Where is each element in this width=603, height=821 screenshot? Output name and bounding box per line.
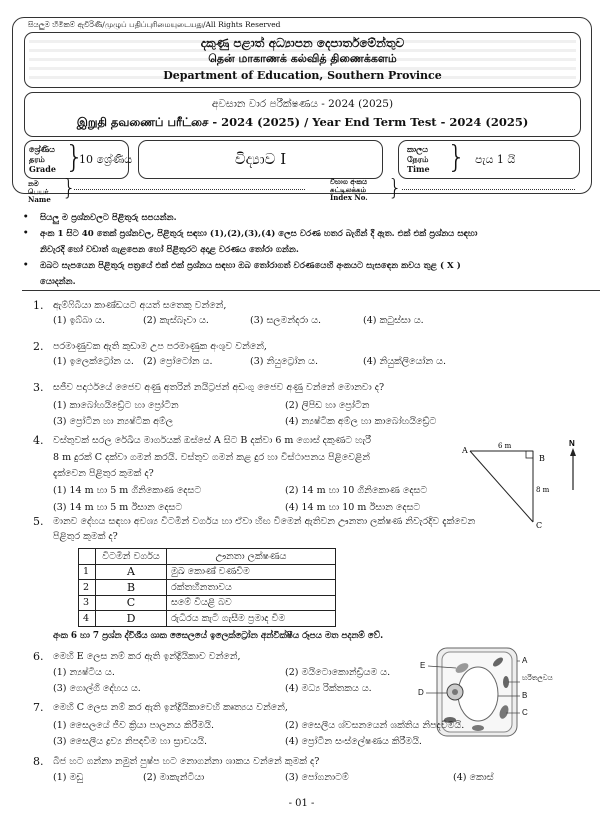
question-number: 6.: [33, 650, 44, 663]
table-row: [79, 611, 336, 627]
option: (2) මයිටොකොන්ඩ්‍රියම ය.: [285, 667, 391, 678]
question-text: මෙහි C ලෙස නම් කර ඇති ඉන්ද්‍රියිකාවෙහි කෘත්‍යය වන්නේ,: [53, 702, 288, 713]
question-text: වස්තුවක් සරල රේඛීය මාර්ගයක් ඔස්සේ A සිට B දක්වා 6 m ගොස් දකුණට හැරී: [53, 435, 371, 446]
options-row: [53, 736, 430, 747]
question-text: මෙහි E ලෙස නම් කර ඇති ඉන්ද්‍රියිකාව වන්නේ,: [53, 651, 241, 662]
point-a-label: A: [462, 446, 468, 455]
option: (2) ප්‍රෝටෝන ය.: [143, 356, 213, 367]
time-label-en: Time: [407, 164, 430, 174]
exam-title-box: [24, 92, 581, 137]
instruction: අංක 1 සිට 40 තෙක් ප්‍රශ්නවල, පිළිතුරු සඳහා (1),(2),(3),(4) ලෙස වරණ හතර බැගින් දී ඇත. එක් එක් ප්‍රශ්නය සඳහා: [40, 229, 478, 239]
table-cell: මුඛ කොණ් වණවීම: [167, 564, 336, 580]
index-field[interactable]: [402, 189, 575, 190]
option: (3) ප්‍රෝටීන හා න්‍යෂ්ටික අම්ල: [53, 416, 174, 427]
department-sinhala: දකුණු පළාත් අධ්‍යාපන දෙපාර්තමේන්තුව: [200, 36, 405, 50]
bullet: •: [23, 228, 29, 238]
grade-value: 10 ශ්‍රේණිය: [79, 153, 133, 166]
table-cell: B: [96, 580, 167, 596]
option: (2) මාකැන්ටියා: [143, 772, 205, 783]
name-label-ta: பெயர்: [28, 187, 49, 196]
ab-distance-label: 6 m: [498, 442, 512, 450]
options-row: [53, 720, 472, 731]
brace: }: [65, 140, 85, 175]
question-number: 5.: [33, 515, 44, 528]
option: (4) න්‍යෂ්ටික අම්ල හා කාබෝහයිඩ්‍රේට: [285, 416, 437, 427]
table-cell: රුධිරය කැටි ගැසීම ප්‍රමාද වීම: [167, 611, 336, 627]
cell-label-d: D: [418, 688, 424, 697]
question-text: දැක්වෙන පිළිතුර කුමක් ද?: [53, 468, 154, 479]
option: (4) නියුක්ලියෝන ය.: [363, 356, 446, 367]
department-tamil: தென் மாகாணக் கல்வித் திணைக்களம்: [208, 52, 397, 65]
option: (4) කටුස්සා ය.: [363, 315, 424, 326]
subject-box: [138, 140, 383, 179]
option: (1) ඉබ්බා ය.: [53, 315, 106, 326]
option: (3) පෝගනාටම්: [285, 772, 349, 783]
question-number: 2.: [33, 340, 44, 353]
option: (3) සලමන්දරා ය.: [250, 315, 322, 326]
table-cell: 2: [79, 580, 96, 596]
department-english: Department of Education, Southern Province: [163, 69, 442, 82]
time-value: පැය 1 යි: [475, 153, 516, 166]
options-row: [53, 667, 398, 678]
option: (2) 14 m හා 10 ගිනිකොණ දෙසට: [285, 485, 428, 496]
question-text: ඇම්ෆිබියා කාණ්ඩයට අයත් සතෙකු වන්නේ,: [53, 300, 227, 311]
name-field[interactable]: [74, 189, 305, 190]
table-header-row: [79, 549, 336, 565]
option: (4) මධ්‍ය රික්තකය ය.: [285, 683, 372, 694]
name-label-en: Name: [28, 195, 51, 204]
table-header: [79, 549, 96, 565]
option: (3) 14 m හා 5 m ඊසාන දෙසට: [53, 502, 183, 513]
table-cell: D: [96, 611, 167, 627]
option: (4) ප්‍රෝටීන සංස්ලේෂණය කිරීමයි.: [285, 736, 422, 747]
question-number: 7.: [33, 701, 44, 714]
table-cell: 3: [79, 595, 96, 611]
option: (3) ගොල්ගි දේහය ය.: [53, 683, 141, 694]
option: (1) කාබෝහයිඩ්‍රේට හා ප්‍රෝටීන: [53, 400, 179, 411]
cell-label-a: A: [522, 656, 528, 665]
table-cell: 4: [79, 611, 96, 627]
table-cell: A: [96, 564, 167, 580]
bullet: •: [23, 260, 29, 270]
option: (2) ලිපිඩ හා ප්‍රෝටීන: [285, 400, 370, 411]
subject-title: විද්‍යාව I: [234, 150, 287, 168]
index-label-ta: சுட்டிலக்கம்: [330, 185, 367, 194]
point-c-label: C: [536, 521, 543, 530]
option: (3) සෛලීය ද්‍රව්‍ය නිපදවීම හා ස්‍රාවයයි.: [53, 736, 207, 747]
option: (1) න්‍යෂ්ටිය ය.: [53, 667, 115, 678]
question-number: 3.: [33, 381, 44, 394]
cell-label-chloroplast: හරිතලවය: [522, 674, 553, 682]
table-header: ඌනතා ලක්ෂණය: [167, 549, 336, 565]
question-number: 8.: [33, 755, 44, 768]
point-b-label: B: [539, 454, 545, 463]
options-row: [53, 356, 454, 367]
option: (1) මඩු: [53, 772, 84, 783]
option: (1) 14 m හා 5 m ගිනිකොණ දෙසට: [53, 485, 202, 496]
grade-label-si: ශ්‍රේණිය: [29, 144, 55, 154]
rights-text: සියලුම හිමිකම් ඇවිරිණි/முழுப் பதிப்புரிமையுடையது/All Rights Reserved: [28, 20, 281, 29]
question-text: පරමාණුවක ඇති කුඩාම උප පරමාණුක අංශුව වන්නේ,: [53, 341, 267, 352]
grade-label-en: Grade: [29, 164, 56, 174]
brace: }: [62, 176, 76, 201]
time-label-ta: நேரம்: [407, 154, 429, 164]
bc-distance-label: 8 m: [536, 486, 550, 494]
exam-title-tamil-english: இறுதி தவணைப் பரீட்சை - 2024 (2025) / Year End Term Test - 2024 (2025): [76, 115, 529, 129]
cell-label-b: B: [522, 691, 528, 700]
question-text: සජීව පදාර්ථයේ ජෛව අණු අතරින් නයිට්‍රජන් අඩංගු ජෛව අණු වන්නේ මොනවා ද?: [53, 382, 385, 393]
question-text: 8 m දුරක් C දක්වා ගමන් කරයි. වස්තුව ගමන් කළ දුර හා විස්ථාපනය පිළිවෙළින්: [53, 452, 370, 463]
option: (2) සෛලීය ශ්වසනයෙන් ශක්තිය නිපදවීමයි.: [285, 720, 465, 731]
options-row: [53, 400, 377, 411]
index-label-si: විභාග අංකය: [330, 177, 368, 186]
question-text: මානව දේහය සඳහා අවශ්‍ය විටමින් වර්ගය හා ඒවා හිඟ වීමෙන් ඇතිවන ඌනතා ලක්ෂණ නිවැරදිව දැක්වෙන: [53, 516, 476, 527]
question-number: 1.: [33, 299, 44, 312]
instruction: යොදන්න.: [40, 277, 76, 287]
brace: }: [388, 176, 402, 201]
exam-title-sinhala: අවසාන වාර පරීක්ෂණය - 2024 (2025): [211, 98, 394, 110]
instruction: ඔබට සැපයෙන පිළිතුරු පත්‍රයේ එක් එක් ප්‍රශ්නය සඳහා ඔබ තෝරාගත් වරණයෙහි අංකයට සැසඳෙන කවය තුළ ( X ): [40, 261, 461, 271]
cell-label-e: E: [420, 661, 426, 670]
divider: [22, 290, 600, 291]
option: (4) 14 m හා 10 m ඊසාන දෙසට: [285, 502, 421, 513]
option: (4) කොස්: [453, 772, 494, 783]
name-label-si: නම: [28, 179, 39, 188]
index-label-en: Index No.: [330, 193, 368, 202]
brace: }: [447, 140, 467, 175]
question-text: පිළිතුර කුමක් ද?: [53, 531, 118, 542]
lead-in-q6-q7: අංක 6 හා 7 ප්‍රශ්න ද්විශීය ශාක සෛලයේ ඉලෙක්ට්‍රෝන අන්වීක්ෂීය රූපය මත පදනම් වේ.: [53, 631, 384, 641]
options-row: [53, 485, 435, 496]
table-cell: රක්තහීනතාවය: [167, 580, 336, 596]
cell-label-c: C: [522, 708, 528, 717]
options-row: [53, 772, 502, 783]
table-row: [79, 564, 336, 580]
option: (2) කැස්බෑවා ය.: [143, 315, 209, 326]
options-row: [53, 683, 380, 694]
grade-label-ta: தரம்: [29, 154, 45, 164]
displacement-diagram: [460, 440, 590, 530]
time-box: [398, 140, 580, 179]
options-row: [53, 502, 428, 513]
table-cell: සමේ වියළි බව: [167, 595, 336, 611]
question-number: 4.: [33, 434, 44, 447]
question-text: බීජ හට ගන්නා නමුත් පුෂ්ප හට නොගන්නා ශාකය වන්නේ කුමක් ද?: [53, 756, 320, 767]
table-row: [79, 595, 336, 611]
department-box: [24, 32, 581, 88]
table-header: විටමින් වර්ගය: [96, 549, 167, 565]
table-cell: 1: [79, 564, 96, 580]
table-cell: C: [96, 595, 167, 611]
grade-box: [24, 140, 133, 179]
option: (1) ඉලෙක්ට්‍රෝන ය.: [53, 356, 134, 367]
vitamin-table: [78, 548, 336, 627]
page-number: - 01 -: [288, 798, 315, 809]
options-row: [53, 315, 432, 326]
option: (1) සෛලයේ ජීව ක්‍රියා පාලනය කිරීමයි.: [53, 720, 215, 731]
table-row: [79, 580, 336, 596]
options-row: [53, 416, 444, 427]
instruction: සියලු ම ප්‍රශ්නවලට පිළිතුරු සපයන්න.: [40, 213, 177, 223]
option: (3) නියුට්‍රෝන ය.: [250, 356, 319, 367]
north-label: N: [569, 440, 575, 448]
instruction: නිවැරදි හෝ වඩාත් ගැළපෙන හෝ පිළිතුරට අදාළ වරණය තෝරා ගන්න.: [40, 245, 299, 255]
time-label-si: කාලය: [407, 144, 428, 154]
bullet: •: [23, 212, 29, 222]
